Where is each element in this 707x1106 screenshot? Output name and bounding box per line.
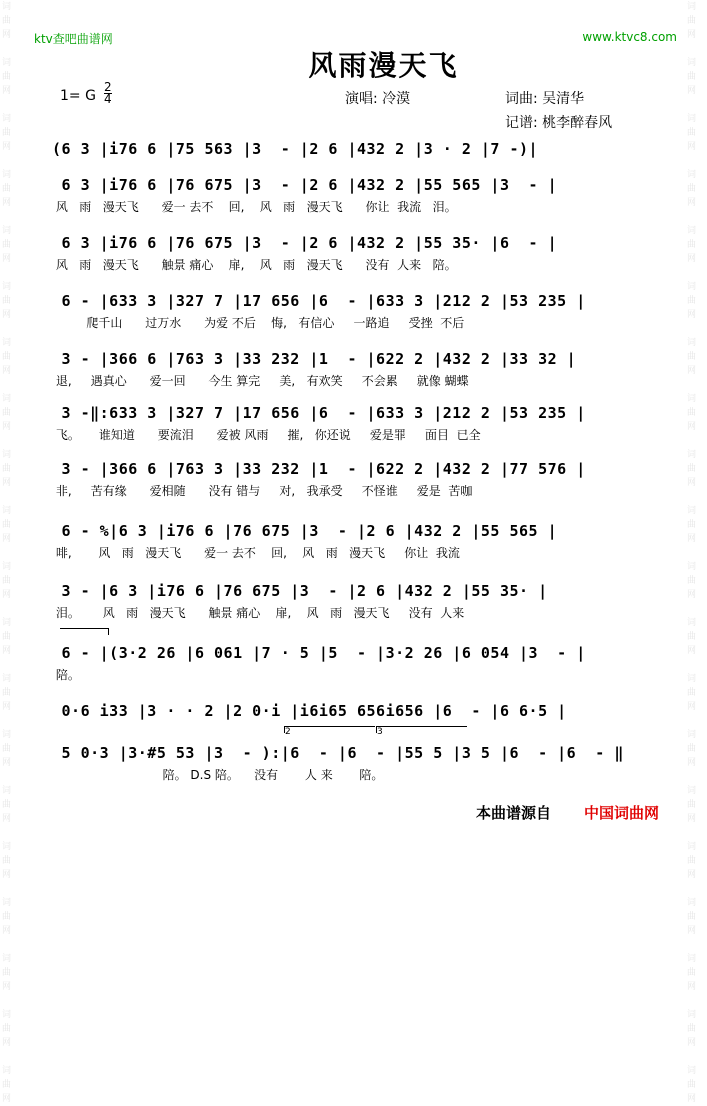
score-row-notes: 3 - |366 6 |763 3 |33 232 |1 - |622 2 |432 2 |33 32 | <box>52 350 577 368</box>
score-row-lyrics: 陪。 D.S 陪。 没有 人 来 陪。 <box>52 768 384 782</box>
site-url-right: www.ktvc8.com <box>582 30 677 44</box>
composer-credit: 词曲: 吴清华 <box>505 91 585 107</box>
score-row-notes: (6 3 |i76 6 |75 563 |3 - |2 6 |432 2 |3 · 2 |7 -)| <box>52 140 539 158</box>
score-row-notes: 3 - |366 6 |763 3 |33 232 |1 - |622 2 |432 2 |77 576 | <box>52 460 586 478</box>
score-row-lyrics: 风 雨 漫天飞 触景 痛心 扉, 风 雨 漫天飞 没有 人来 陪。 <box>52 258 457 272</box>
score-row-notes: 3 -‖:633 3 |327 7 |17 656 |6 - |633 3 |212 2 |53 235 | <box>52 404 586 422</box>
footer-source-label: 本曲谱源自 <box>476 804 552 822</box>
score-row-notes: 6 - %|6 3 |i76 6 |76 675 |3 - |2 6 |432 2 |55 565 | <box>52 522 558 540</box>
score-row-notes: 5 0·3 |3·#5 53 |3 - ):|6 - |6 - |55 5 |3 5 |6 - |6 - ‖ <box>52 744 624 762</box>
score-row-notes: 3 - |6 3 |i76 6 |76 675 |3 - |2 6 |432 2 |55 35· | <box>52 582 548 600</box>
score-row-lyrics: 陪。 <box>52 668 80 682</box>
score-row-lyrics: 泪。 风 雨 漫天飞 触景 痛心 扉, 风 雨 漫天飞 没有 人来 <box>52 606 465 620</box>
time-signature: 2 4 <box>104 80 112 106</box>
singer-credit: 演唱: 冷漠 <box>345 91 411 107</box>
volta-bracket-3: 3 <box>376 726 467 733</box>
notator-credit: 记谱: 桃李醉春风 <box>505 115 613 131</box>
coda-bracket <box>60 628 109 635</box>
song-title: 风雨漫天飞 <box>308 49 459 82</box>
watermark-left: 词 曲 网 词 曲 网 词 曲 网 词 曲 网 词 曲 网 词 曲 网 词 曲 网 词 曲 网 词 曲 网 词 曲 网 词 曲 网 词 曲 网 词 曲 网 词 曲 网 词 曲 网 词 曲 网 词 曲 网 词 曲 网 词 曲 网 词 曲 网 <box>2 2 12 1104</box>
score-row-lyrics: 非, 苦有缘 爱相随 没有 错与 对, 我承受 不怪谁 爱是 苦咖 <box>52 484 473 498</box>
score-row-notes: 6 3 |i76 6 |76 675 |3 - |2 6 |432 2 |55 35· |6 - | <box>52 234 558 252</box>
score-row-lyrics: 爬千山 过万水 为爱 不后 悔, 有信心 一路追 受挫 不后 <box>52 316 465 330</box>
volta-bracket-2: 2 <box>284 726 375 733</box>
score-row-lyrics: 风 雨 漫天飞 爱一 去不 回, 风 雨 漫天飞 你让 我流 泪。 <box>52 200 457 214</box>
watermark-right: 词 曲 网 词 曲 网 词 曲 网 词 曲 网 词 曲 网 词 曲 网 词 曲 网 词 曲 网 词 曲 网 词 曲 网 词 曲 网 词 曲 网 词 曲 网 词 曲 网 词 曲 网 词 曲 网 词 曲 网 词 曲 网 词 曲 网 词 曲 网 <box>687 2 697 1104</box>
score-row-lyrics: 啡, 风 雨 漫天飞 爱一 去不 回, 风 雨 漫天飞 你让 我流 <box>52 546 460 560</box>
score-row-notes: 6 - |(3·2 26 |6 061 |7 · 5 |5 - |3·2 26 |6 054 |3 - | <box>52 644 586 662</box>
score-row-lyrics: 退, 遇真心 爱一回 今生 算完 美, 有欢笑 不会累 就像 蝴蝶 <box>52 374 469 388</box>
score-row-lyrics: 飞。 谁知道 要流泪 爱被 风雨 摧, 你还说 爱是罪 面目 已全 <box>52 428 481 442</box>
key-signature: 1= G <box>60 88 96 104</box>
score-row-notes: 6 3 |i76 6 |76 675 |3 - |2 6 |432 2 |55 565 |3 - | <box>52 176 558 194</box>
score-row-notes: 0·6 i33 |3 · · 2 |2 0·i |i6i65 656i656 |6 - |6 6·5 | <box>52 702 567 720</box>
site-name-left: ktv查吧曲谱网 <box>34 32 113 46</box>
footer-brand-link[interactable]: 中国词曲网 <box>584 804 660 822</box>
score-row-notes: 6 - |633 3 |327 7 |17 656 |6 - |633 3 |212 2 |53 235 | <box>52 292 586 310</box>
